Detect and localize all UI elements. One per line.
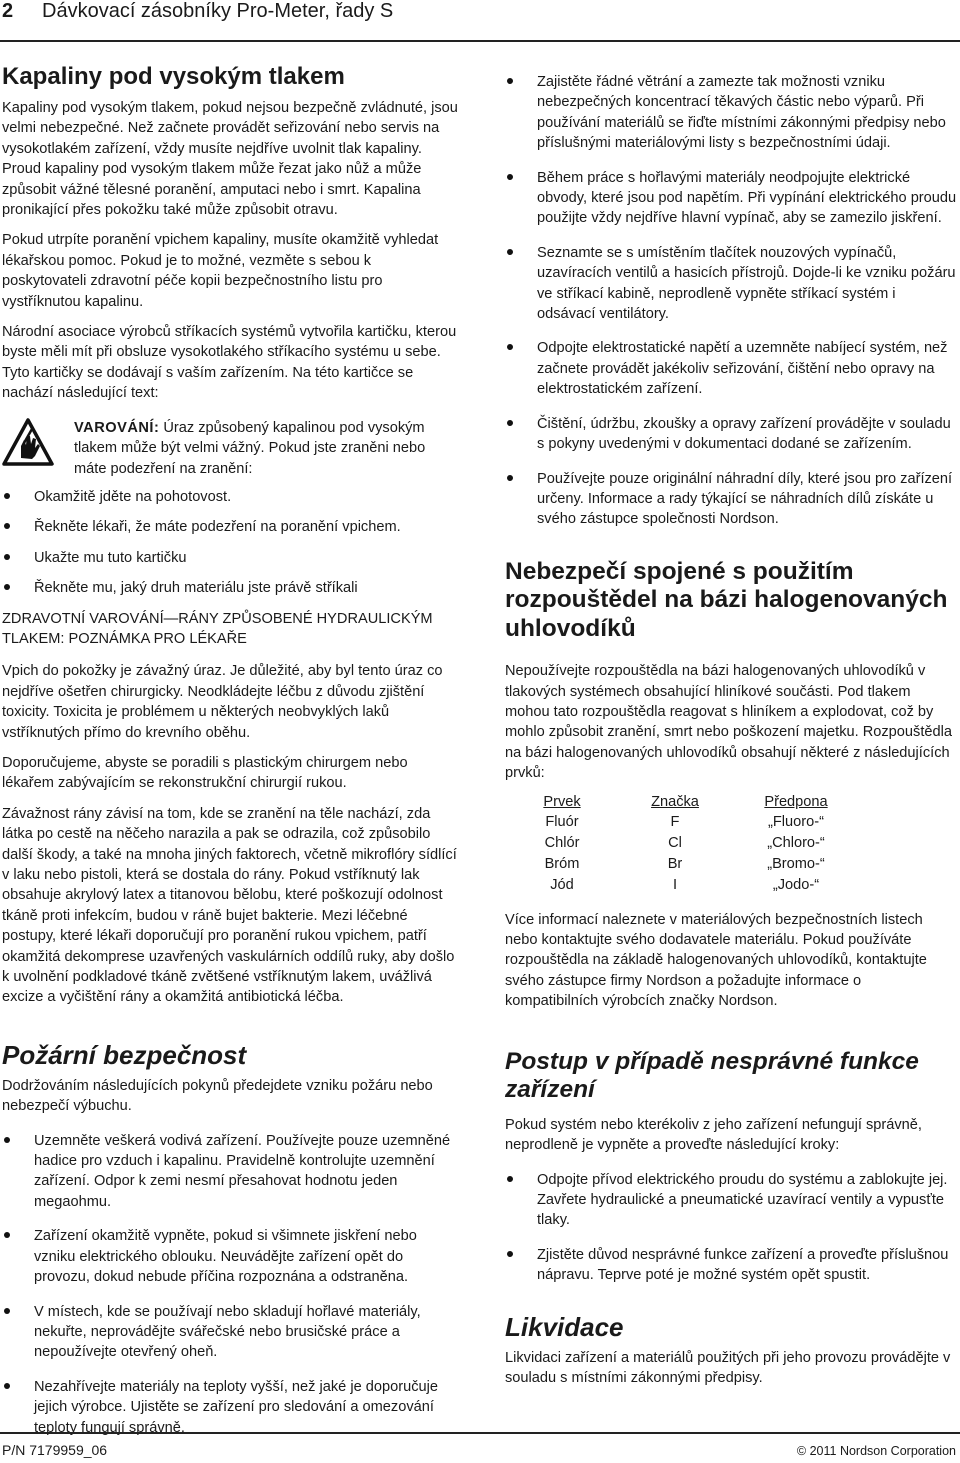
fire-bullet-list [2, 1131, 458, 1438]
heading-disposal: Likvidace [505, 1311, 624, 1342]
paragraph: Národní asociace výrobců stříkacích systémů vytvořila kartičku, kterou byste měli mít při obsluze vysokotlakého stříkacího systému u sebe. Tyto kartičky se dodávají s vaším zařízením. Na této kartičce se nachází následující text: [2, 324, 457, 402]
list-item: Odpojte elektrostatické napětí a uzemněte nabíjecí systém, než začnete provádět jakékoliv seřizování, čištění nebo opravy na elektrostatickém zařízení. [505, 338, 957, 399]
running-title: Dávkovací zásobníky Pro-Meter, řady S [42, 0, 394, 22]
list-item: V místech, kde se používají nebo skladují hořlavé materiály, nekuřte, neprovádějte svářečské nebo brusičské práce a nepoužívejte otevřený oheň. [2, 1302, 458, 1363]
page-number: 2 [2, 0, 14, 22]
paragraph: Závažnost rány závisí na tom, kde se zranění na těle nachází, zda látka po cestě na něčeho narazila a pak se odrazila, což způsobilo další škody, a také na mnoha jiných faktorech, včetně mikroflóry sídlící v laku nebo pistoli, která se dostala do rány. Pokud vstříknutý lak obsahuje akrylový latex a titanovou bělobu, které poškozují odolnost tkáně proti infekcím, budou v ráně bujet bakterie. Mezi léčebné postupy, které lékaři doporučují pro poranění rukou vpichem, patří okamžitá dekomprese uzavřených vaskulárních oddílů ruky, aby došlo k uvolnění podkladové tkáně zvětšené vstříknutým lakem, uvážlivá excize a vyčištění rány a okamžitá antibiotická léčba. [2, 805, 457, 1006]
table-header-row [505, 794, 861, 812]
list-item: Ukažte mu tuto kartičku [2, 548, 458, 568]
list-item: Okamžitě jděte na pohotovost. [2, 487, 458, 507]
table-cell: „Jodo-“ [772, 876, 820, 893]
column-header: Předpona [764, 793, 828, 810]
medical-note-title: ZDRAVOTNÍ VAROVÁNÍ—RÁNY ZPŮSOBENÉ HYDRAULICKÝM TLAKEM: POZNÁMKA PRO LÉKAŘE [2, 610, 433, 647]
injection-hazard-icon [2, 418, 54, 466]
list-item: Seznamte se s umístěním tlačítek nouzových vypínačů, uzavíracích ventilů a hasicích přístrojů. Dojde-li ke vzniku požáru ve stříkací kabině, neprodleně vypněte stříkací systém i odsávací ventilátory. [505, 243, 957, 325]
list-item: Nezahřívejte materiály na teploty vyšší, než jaké je doporučuje jejich výrobce. Ujistěte se zařízení pro sledování a omezování teploty fungují správně. [2, 1377, 458, 1438]
table-cell: I [672, 876, 678, 893]
list-item: Zajistěte řádné větrání a zamezte tak možnosti vzniku nebezpečných koncentrací těkavých částic nebo výparů. Při používání materiálů se řiďte místními zákonnými předpisy nebo příslušnými materiálovými listy s bezpečnostními údaji. [505, 72, 957, 154]
table-cell: Cl [668, 834, 682, 851]
warning-label: VAROVÁNÍ: [74, 419, 160, 436]
paragraph: Více informací naleznete v materiálových bezpečnostních listech nebo kontaktujte svého dodavatele materiálu. Pokud používáte rozpouštědla na základě halogenovaných uhlovodíků, kontaktujte svého zástupce firmy Nordson a požadujte informace o kompatibilních výrobcích značky Nordson. [505, 911, 927, 1010]
paragraph: Doporučujeme, abyste se poradili s plastickým chirurgem nebo lékařem zabývajícím se rekonstrukční chirurgií rukou. [2, 754, 408, 792]
copyright: © 2011 Nordson Corporation [796, 1444, 956, 1458]
warning-body: Úraz způsobený kapalinou pod vysokým tlakem může být velmi vážný. Pokud jste zraněni nebo máte podezření na zranění: [74, 419, 426, 477]
table-row [505, 875, 861, 896]
list-item: Řekněte lékaři, že máte podezření na poranění vpichem. [2, 517, 458, 537]
card-bullet-list [2, 487, 458, 599]
list-item: Odpojte přívod elektrického proudu do systému a zablokujte jej. Zavřete hydraulické a pneumatické uzavírací ventily a vypusťte tlaky. [505, 1170, 957, 1231]
heading-fire-safety: Požární bezpečnost [2, 1039, 247, 1070]
page-footer [0, 1432, 960, 1463]
paragraph: Pokud utrpíte poranění vpichem kapaliny, musíte okamžitě vyhledat lékařskou pomoc. Pokud je to možné, vezměte s sebou k poskytovateli zdravotní péče kopii bezpečnostního listu pro vystříknutou kapalinu. [2, 232, 439, 310]
list-item: Zařízení okamžitě vypněte, pokud si všimnete jiskření nebo vzniku elektrického oblouku. Neuvádějte zařízení opět do provozu, dokud nebude příčina rozpoznána a odstraněna. [2, 1226, 458, 1287]
list-item: Řekněte mu, jaký druh materiálu jste právě stříkali [2, 578, 458, 598]
list-item: Používejte pouze originální náhradní díly, které jsou pro zařízení určeny. Informace a rady týkající se náhradních dílů získáte u svého zástupce společnosti Nordson. [505, 469, 957, 530]
heading-high-pressure: Kapaliny pod vysokým tlakem [2, 63, 345, 90]
paragraph: Pokud systém nebo kterékoliv z jeho zařízení nefungují správně, neprodleně je vypněte a proveďte následující kroky: [505, 1116, 922, 1154]
halogen-elements-table [505, 794, 861, 896]
table-cell: Fluór [545, 813, 579, 830]
warning-block [2, 418, 458, 479]
part-number: P/N 7179959_06 [2, 1442, 108, 1458]
table-row [505, 854, 861, 875]
table-cell: Jód [550, 876, 574, 893]
paragraph: Nepoužívejte rozpouštědla na bázi halogenovaných uhlovodíků v tlakových systémech obsahující hliníkové součásti. Pod tlakem mohou tato rozpouštědla reagovat s hliníkem a explodovat, což by mohlo způsobit zranění, smrt nebo poškození majetku. Rozpouštědla na bázi halogenovaných uhlovodíků obsahují některé z následujících prvků: [505, 663, 952, 782]
heading-malfunction: Postup v případě nesprávné funkce zařízení [505, 1047, 919, 1104]
table-cell: F [670, 813, 680, 830]
paragraph: Dodržováním následujících pokynů předejdete vzniku požáru nebo nebezpečí výbuchu. [2, 1077, 433, 1115]
paragraph: Likvidaci zařízení a materiálů použitých při jeho provozu provádějte v souladu s místními zákonnými předpisy. [505, 1349, 951, 1386]
column-header: Prvek [543, 793, 581, 810]
left-column [2, 62, 458, 1448]
malfunction-bullet-list [505, 1170, 957, 1286]
heading-halogen-solvents: Nebezpečí spojené s použitím rozpouštědel na bázi halogenovaných uhlovodíků [505, 557, 948, 642]
warning-text [74, 418, 458, 479]
table-row [505, 833, 861, 854]
paragraph: Vpich do pokožky je závažný úraz. Je důležité, aby byl tento úraz co nejdříve ošetřen chirurgicky. Neodkládejte léčbu z důvodu zjištění toxicity. Toxicita je problémem u některých neobvyklých laků vstříknutých přímo do krevního oběhu. [2, 663, 443, 741]
fire-bullet-list-continued [505, 72, 957, 530]
column-header: Značka [651, 793, 699, 810]
list-item: Čištění, údržbu, zkoušky a opravy zařízení provádějte v souladu s pokyny uvedenými v dokumentaci dodané se zařízením. [505, 414, 957, 455]
right-column [505, 72, 957, 1398]
table-row [505, 812, 861, 833]
table-cell: Br [667, 855, 683, 872]
table-cell: „Fluoro-“ [768, 813, 824, 830]
page-header [0, 0, 960, 42]
table-cell: „Bromo-“ [767, 855, 825, 872]
list-item: Zjistěte důvod nesprávné funkce zařízení a proveďte příslušnou nápravu. Teprve poté je možné systém opět spustit. [505, 1245, 957, 1286]
list-item: Uzemněte veškerá vodivá zařízení. Používejte pouze uzemněné hadice pro vzduch i kapalinu. Pravidelně kontrolujte uzemnění zařízení. Odpor k zemi nesmí přesahovat hodnotu jeden megaohmu. [2, 1131, 458, 1213]
paragraph: Kapaliny pod vysokým tlakem, pokud nejsou bezpečně zvládnuté, jsou velmi nebezpečné. Než začnete provádět seřizování nebo servis na vysokotlakém zařízení, vždy musíte nejdříve uvolnit tlak kapaliny. Proud kapaliny pod vysokým tlakem může řezat jako nůž a může způsobit vážné tělesné poranění, amputaci nebo i smrt. Kapalina pronikající přes pokožku také může způsobit otravu. [2, 100, 458, 219]
table-cell: „Chloro-“ [767, 834, 825, 851]
list-item: Během práce s hořlavými materiály neodpojujte elektrické obvody, které jsou pod napětím. Při vypínání elektrického proudu použijte vždy nejdříve hlavní vypínač, aby se zamezilo jiskření. [505, 168, 957, 229]
table-cell: Chlór [544, 834, 580, 851]
table-cell: Bróm [544, 855, 580, 872]
